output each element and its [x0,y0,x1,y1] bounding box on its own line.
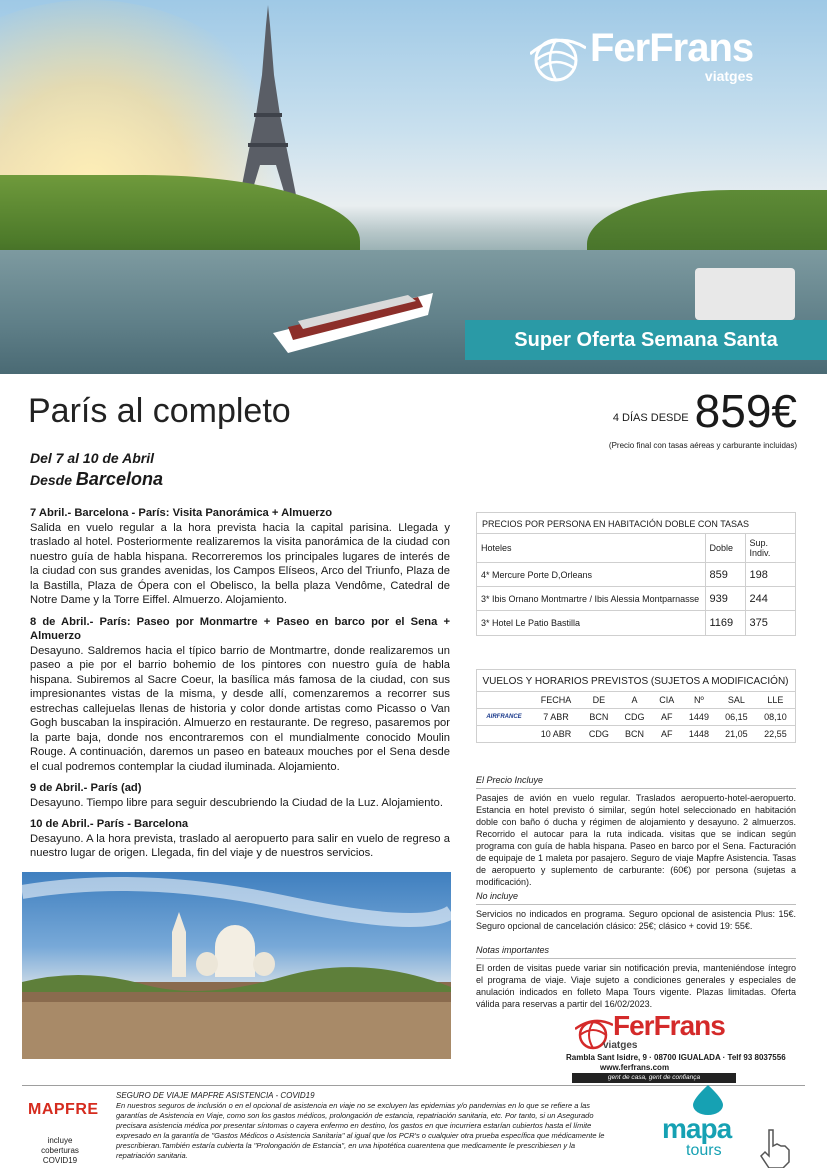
flights-heading: VUELOS Y HORARIOS PREVISTOS (SUJETOS A MODIFICACIÓN) [477,670,795,692]
table-header-row [477,692,795,709]
price-double: 859 [705,563,745,587]
column-header: FECHA [531,692,581,709]
day-title: 9 de Abril.- París (ad) [30,782,142,794]
table-row [477,587,795,611]
trip-title: París al completo [28,392,291,430]
insurance-title: SEGURO DE VIAJE MAPFRE ASISTENCIA - COVID19 [116,1091,315,1100]
flight-departure: 21,05 [717,726,756,743]
price-block [612,385,797,437]
price-note: (Precio final con tasas aéreas y carburante incluidas) [608,441,797,450]
included-label: El Precio Incluye [476,774,796,789]
flights-table [476,669,796,743]
price-double: 939 [705,587,745,611]
price-single-supplement: 375 [745,611,795,635]
flight-arrival: 22,55 [756,726,795,743]
globe-icon [530,34,586,84]
price-lead: 4 DÍAS DESDE [612,412,689,424]
day-text: Desayuno. A la hora prevista, traslado al aeropuerto para salir en vuelo de regreso a nuestro lugar de origen. Llegada, fin del viaje y de nuestros servicios. [30,832,450,859]
brand-name: FerFrans [613,1010,725,1041]
barge [695,268,795,320]
day-title: 10 de Abril.- París - Barcelona [30,818,189,830]
tours-logo-text: tours [686,1142,722,1159]
column-header: A [617,692,653,709]
montmartre-photo [22,872,451,1059]
day-text: Desayuno. Tiempo libre para seguir descubriendo la Ciudad de la Luz. Alojamiento. [30,796,443,809]
ferfrans-logo-top [530,28,753,84]
pointing-hand-icon [757,1128,793,1168]
ferfrans-logo-bottom [575,1012,725,1051]
column-header: Doble [705,534,745,563]
flight-number: 1448 [681,726,717,743]
brand-sub: viatges [603,1040,638,1051]
table-row [477,726,795,743]
column-header: SAL [717,692,756,709]
hotels-table [477,533,795,635]
agency-slogan: gent de casa, gent de confiança [572,1073,736,1083]
table-header-row [477,534,795,563]
prices-heading: PRECIOS POR PERSONA EN HABITACIÓN DOBLE CON TASAS [482,519,750,529]
mapa-logo-text: mapa [662,1113,732,1144]
column-header: Nº [681,692,717,709]
price-single-supplement: 198 [745,563,795,587]
hotel-name: 3* Hotel Le Patio Bastilla [477,611,705,635]
notes-label: Notas importantes [476,944,796,959]
price-double: 1169 [705,611,745,635]
included-text: Pasajes de avión en vuelo regular. Traslados aeropuerto-hotel-aeropuerto. Estancia en hotel previsto ó similar, según hotel seleccionado en habitación doble con baño ó ducha y régimen de alojamiento y desayuno. 2 almuerzos. Recorrido el autocar para la ruta indicada. visitas que se indican según programa con guía de habla hispana. Paseo en barco por el Sena. Facturación de equipaje de 1 maleta por pasajero. Seguro de viaje Mapfre Asistencia. Tasas de aeropuerto y suplemento de carburante: (60€) por persona (sujetas a modificación). [476,793,796,887]
flight-from: CDG [581,726,617,743]
flight-to: CDG [624,712,645,722]
not-included-label: No incluye [476,890,796,905]
flight-carrier: AF [652,726,681,743]
brand-name: FerFrans [590,26,754,70]
table-row [477,709,795,726]
day-title: 8 de Abril.- París: Paseo por Monmartre + Paseo en barco por el Sena + Almuerzo [30,615,450,642]
day-text: Desayuno. Saldremos hacia el típico barrio de Montmartre, donde realizaremos un paseo a pie por el barrio bohemio de los pintores con nuestro guía de habla hispana. Subiremos al Sacre Coeur, la basílica más famosa de la ciudad, con sus impresionantes vistas de la misma, y desde allí, comenzaremos a recorrer sus estrechas callejuelas llenas de historia y color donde artistas como Picasso o Van Gogh buscaban la inspiración. Almuerzo en restaurante. De regreso, pasaremos por la parte baja, donde nos encontraremos con el mundialmente conocido Moulin Rouge. A continuación, daremos un paseo en bateaux mouches por el Sena desde el cual podremos contemplar la ciudad iluminada. Alojamiento. [30,644,450,773]
table-row [477,563,795,587]
itinerary [30,506,450,861]
trip-departure [30,469,163,490]
trip-dates: Del 7 al 10 de Abril [30,450,154,466]
included-section [476,774,796,888]
flight-carrier: AF [660,712,673,722]
flight-from: BCN [589,712,609,722]
flight-date: 7 ABR [543,712,569,722]
tour-boat-icon [268,285,438,355]
flight-date: 10 ABR [531,726,581,743]
flight-departure: 06,15 [725,712,748,722]
mapa-tours-drop-icon [663,1085,753,1115]
sacre-coeur-icon [22,872,451,1059]
agency-address: Rambla Sant Isidre, 9 · 08700 IGUALADA · Telf 93 8037556 [566,1053,786,1062]
offer-banner: Super Oferta Semana Santa [465,320,827,360]
not-included-section [476,890,796,932]
table-row [477,611,795,635]
notes-text: El orden de visitas puede variar sin notificación previa, manteniéndose íntegro el programa de viaje. Viaje sujeto a condiciones generales y especiales de anulación indicados en folleto Mapa Tours vigente. Plazas limitadas. Oferta válida para reservas a partir del 16/02/2023. [476,963,796,1009]
mapfre-logo: MAPFRE [28,1101,99,1118]
price-single-supplement: 244 [745,587,795,611]
flight-number: 1449 [688,712,709,722]
airline-logo: AIRFRANCE [486,714,522,720]
insurance-notice [116,1091,616,1161]
hero-image [0,0,827,374]
not-included-text: Servicios no indicados en programa. Seguro opcional de asistencia Plus: 15€. Seguro opcional de cancelación clásico: 25€; clásico + covid 19: 55€. [476,909,796,931]
notes-section [476,944,796,1010]
column-header: LLE [756,692,795,709]
agency-website[interactable]: www.ferfrans.com [600,1063,670,1072]
column-header: DE [581,692,617,709]
price-value: 859€ [694,385,797,437]
column-header: Hoteles [477,534,705,563]
hotel-name: 3* Ibis Ornano Montmartre / Ibis Alessia Montparnasse [477,587,705,611]
mapfre-coverage-note: incluye coberturas COVID19 [41,1136,79,1165]
column-header: CIA [652,692,681,709]
flights-grid [477,692,795,742]
prices-table [476,512,796,636]
departure-label: Desde [30,472,73,488]
departure-city: Barcelona [75,469,163,489]
flight-arrival: 08,10 [764,712,787,722]
day-title: 7 Abril.- Barcelona - París: Visita Panorámica + Almuerzo [30,507,333,519]
brand-sub: viatges [704,68,754,84]
hotel-name: 4* Mercure Porte D,Orleans [477,563,705,587]
flight-to: BCN [617,726,653,743]
day-text: Salida en vuelo regular a la hora prevista hacia la capital parisina. Llegada y traslado al hotel. Posteriormente realizaremos la visita panorámica de la ciudad con nuestro guía de habla hispana. Recorreremos los principales lugares de interés de la ciudad con sus grandes avenidas, los Campos Elíseos, Arco del Triunfo, Plaza de la Bastilla, Plaza de Ópera con el Obelisco, la bella plaza Vendôme, Catedral de Notre Dame y la Torre Eiffel. Almuerzo. Alojamiento. [30,521,450,606]
insurance-text: En nuestros seguros de inclusión o en el opcional de asistencia en viaje no se excluyen las epidemias y/o pandemias en lo que se refiere a las garantías de Asistencia en Viaje, como son los gastos médicos, prolongación de estancia, repatriación sanitaria, etc. Por tanto, si un Asegurado precisara asistencia médica por presentar síntomas o cayera enfermo en destino, los gastos en que incurriera estarían cubiertos hasta el límite expresado en la garantía de "Gastos Médicos o Asistencia Sanitaria" al igual que los PCR's o cualquier otra prueba específica que médicamente le prescribieran.También estaría cubierta la "Prolongación de Estancia", en una hipotética cuarentena que medicamente le prescribiesen y la repatriación sanitaria. [116,1101,605,1160]
column-header: Sup. Indiv. [745,534,795,563]
